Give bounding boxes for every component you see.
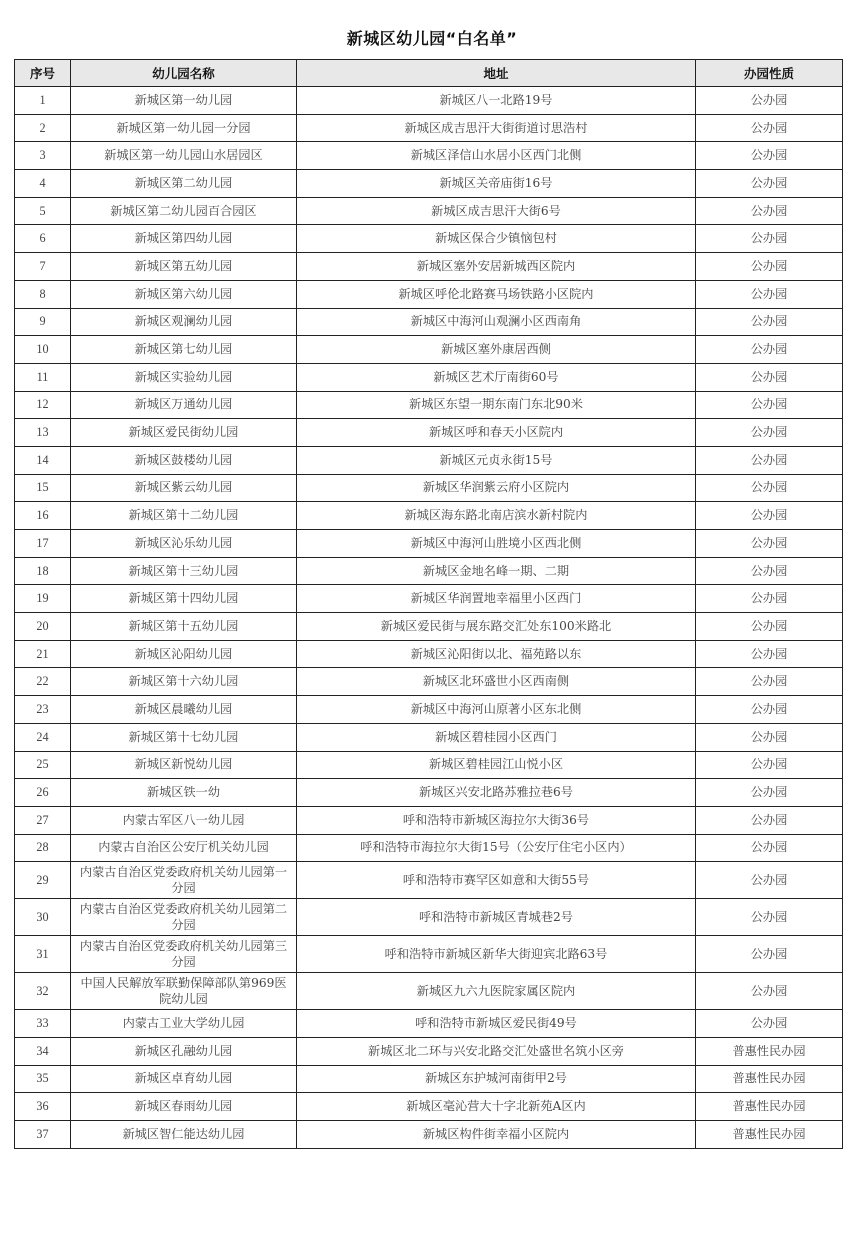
kindergarten-address: 新城区中海河山原著小区东北侧 (297, 696, 696, 724)
kindergarten-address: 新城区中海河山胜境小区西北侧 (297, 530, 696, 558)
row-index: 34 (15, 1037, 71, 1065)
kindergarten-type: 公办园 (696, 308, 843, 336)
kindergarten-address: 新城区呼和春天小区院内 (297, 419, 696, 447)
kindergarten-address: 新城区华润置地幸福里小区西门 (297, 585, 696, 613)
kindergarten-type: 普惠性民办园 (696, 1037, 843, 1065)
kindergarten-type: 公办园 (696, 336, 843, 364)
kindergarten-address: 新城区沁阳街以北、福苑路以东 (297, 640, 696, 668)
row-index: 11 (15, 363, 71, 391)
row-index: 5 (15, 197, 71, 225)
row-index: 28 (15, 834, 71, 862)
row-index: 27 (15, 806, 71, 834)
table-row (15, 336, 843, 364)
table-row (15, 834, 843, 862)
kindergarten-type: 公办园 (696, 973, 843, 1010)
row-index: 31 (15, 936, 71, 973)
kindergarten-type: 公办园 (696, 668, 843, 696)
kindergarten-address: 新城区塞外康居西侧 (297, 336, 696, 364)
kindergarten-type: 公办园 (696, 640, 843, 668)
kindergarten-type: 公办园 (696, 114, 843, 142)
kindergarten-type: 公办园 (696, 391, 843, 419)
kindergarten-address: 新城区元贞永街15号 (297, 446, 696, 474)
row-index: 23 (15, 696, 71, 724)
kindergarten-name: 新城区铁一幼 (71, 779, 297, 807)
table-row (15, 419, 843, 447)
kindergarten-address: 呼和浩特市新城区爱民街49号 (297, 1010, 696, 1038)
kindergarten-type: 普惠性民办园 (696, 1121, 843, 1149)
kindergarten-name: 新城区第十二幼儿园 (71, 502, 297, 530)
row-index: 13 (15, 419, 71, 447)
row-index: 3 (15, 142, 71, 170)
row-index: 29 (15, 862, 71, 899)
table-row (15, 585, 843, 613)
table-row (15, 253, 843, 281)
kindergarten-type: 公办园 (696, 696, 843, 724)
kindergarten-name: 内蒙古工业大学幼儿园 (71, 1010, 297, 1038)
row-index: 35 (15, 1065, 71, 1093)
kindergarten-address: 新城区碧桂园江山悦小区 (297, 751, 696, 779)
kindergarten-type: 公办园 (696, 280, 843, 308)
table-row (15, 779, 843, 807)
kindergarten-type: 公办园 (696, 723, 843, 751)
table-row (15, 723, 843, 751)
kindergarten-type: 公办园 (696, 197, 843, 225)
table-row (15, 640, 843, 668)
kindergarten-name: 新城区第一幼儿园 (71, 87, 297, 115)
kindergarten-name: 新城区晨曦幼儿园 (71, 696, 297, 724)
row-index: 21 (15, 640, 71, 668)
kindergarten-name: 新城区沁阳幼儿园 (71, 640, 297, 668)
header-address: 地址 (297, 60, 696, 87)
table-row (15, 806, 843, 834)
kindergarten-name: 新城区紫云幼儿园 (71, 474, 297, 502)
kindergarten-name: 新城区爱民街幼儿园 (71, 419, 297, 447)
row-index: 2 (15, 114, 71, 142)
kindergarten-type: 公办园 (696, 530, 843, 558)
kindergarten-name: 新城区第十三幼儿园 (71, 557, 297, 585)
header-index: 序号 (15, 60, 71, 87)
table-row (15, 899, 843, 936)
row-index: 19 (15, 585, 71, 613)
table-row (15, 114, 843, 142)
header-type: 办园性质 (696, 60, 843, 87)
kindergarten-name: 新城区鼓楼幼儿园 (71, 446, 297, 474)
kindergarten-address: 新城区关帝庙街16号 (297, 170, 696, 198)
row-index: 12 (15, 391, 71, 419)
table-row (15, 1093, 843, 1121)
kindergarten-name: 新城区第二幼儿园百合园区 (71, 197, 297, 225)
kindergarten-type: 公办园 (696, 1010, 843, 1038)
kindergarten-type: 公办园 (696, 253, 843, 281)
table-row (15, 225, 843, 253)
kindergarten-address: 新城区中海河山观澜小区西南角 (297, 308, 696, 336)
kindergarten-type: 公办园 (696, 936, 843, 973)
table-row (15, 936, 843, 973)
kindergarten-name: 新城区第六幼儿园 (71, 280, 297, 308)
kindergarten-address: 新城区九六九医院家属区院内 (297, 973, 696, 1010)
table-row (15, 446, 843, 474)
kindergarten-address: 呼和浩特市海拉尔大街15号（公安厅住宅小区内） (297, 834, 696, 862)
kindergarten-address: 新城区兴安北路苏雅拉巷6号 (297, 779, 696, 807)
kindergarten-type: 公办园 (696, 87, 843, 115)
kindergarten-name: 新城区第一幼儿园山水居园区 (71, 142, 297, 170)
kindergarten-name: 新城区第十四幼儿园 (71, 585, 297, 613)
table-row (15, 1037, 843, 1065)
table-row (15, 280, 843, 308)
row-index: 9 (15, 308, 71, 336)
table-row (15, 197, 843, 225)
row-index: 26 (15, 779, 71, 807)
kindergarten-name: 新城区第十七幼儿园 (71, 723, 297, 751)
kindergarten-type: 公办园 (696, 419, 843, 447)
header-name: 幼儿园名称 (71, 60, 297, 87)
kindergarten-address: 新城区毫沁营大十字北新苑A区内 (297, 1093, 696, 1121)
kindergarten-address: 新城区华润紫云府小区院内 (297, 474, 696, 502)
table-row (15, 1065, 843, 1093)
kindergarten-name: 新城区沁乐幼儿园 (71, 530, 297, 558)
kindergarten-name: 内蒙古自治区公安厅机关幼儿园 (71, 834, 297, 862)
row-index: 7 (15, 253, 71, 281)
kindergarten-address: 新城区塞外安居新城西区院内 (297, 253, 696, 281)
row-index: 37 (15, 1121, 71, 1149)
row-index: 8 (15, 280, 71, 308)
table-row (15, 170, 843, 198)
kindergarten-address: 呼和浩特市新城区新华大街迎宾北路63号 (297, 936, 696, 973)
kindergarten-address: 新城区呼伦北路赛马场铁路小区院内 (297, 280, 696, 308)
kindergarten-name: 内蒙古自治区党委政府机关幼儿园第三分园 (71, 936, 297, 973)
kindergarten-type: 公办园 (696, 779, 843, 807)
kindergarten-address: 新城区泽信山水居小区西门北侧 (297, 142, 696, 170)
table-row (15, 474, 843, 502)
kindergarten-address: 新城区东护城河南街甲2号 (297, 1065, 696, 1093)
kindergarten-type: 公办园 (696, 474, 843, 502)
kindergarten-name: 新城区孔融幼儿园 (71, 1037, 297, 1065)
table-row (15, 530, 843, 558)
table-row (15, 557, 843, 585)
kindergarten-name: 新城区智仁能达幼儿园 (71, 1121, 297, 1149)
kindergarten-type: 公办园 (696, 557, 843, 585)
kindergarten-name: 内蒙古自治区党委政府机关幼儿园第一分园 (71, 862, 297, 899)
kindergarten-name: 新城区第五幼儿园 (71, 253, 297, 281)
row-index: 4 (15, 170, 71, 198)
row-index: 22 (15, 668, 71, 696)
row-index: 14 (15, 446, 71, 474)
kindergarten-name: 新城区观澜幼儿园 (71, 308, 297, 336)
kindergarten-address: 新城区碧桂园小区西门 (297, 723, 696, 751)
kindergarten-type: 公办园 (696, 363, 843, 391)
table-row (15, 87, 843, 115)
row-index: 1 (15, 87, 71, 115)
table-row (15, 142, 843, 170)
table-row (15, 696, 843, 724)
table-row (15, 862, 843, 899)
kindergarten-address: 新城区爱民街与展东路交汇处东100米路北 (297, 613, 696, 641)
kindergarten-name: 新城区第十五幼儿园 (71, 613, 297, 641)
kindergarten-address: 新城区八一北路19号 (297, 87, 696, 115)
document-title: 新城区幼儿园“白名单” (346, 29, 518, 48)
kindergarten-address: 新城区东望一期东南门东北90米 (297, 391, 696, 419)
table-row (15, 1121, 843, 1149)
table-body (15, 87, 843, 1149)
kindergarten-name: 内蒙古军区八一幼儿园 (71, 806, 297, 834)
kindergarten-address: 新城区金地名峰一期、二期 (297, 557, 696, 585)
table-row (15, 668, 843, 696)
kindergarten-address: 新城区保合少镇恼包村 (297, 225, 696, 253)
kindergarten-address: 呼和浩特市赛罕区如意和大街55号 (297, 862, 696, 899)
kindergarten-address: 新城区海东路北南店滨水新村院内 (297, 502, 696, 530)
row-index: 32 (15, 973, 71, 1010)
row-index: 36 (15, 1093, 71, 1121)
kindergarten-address: 新城区成吉思汗大街6号 (297, 197, 696, 225)
kindergarten-address: 呼和浩特市新城区青城巷2号 (297, 899, 696, 936)
row-index: 20 (15, 613, 71, 641)
kindergarten-name: 新城区第二幼儿园 (71, 170, 297, 198)
kindergarten-address: 呼和浩特市新城区海拉尔大街36号 (297, 806, 696, 834)
kindergarten-type: 公办园 (696, 170, 843, 198)
row-index: 30 (15, 899, 71, 936)
kindergarten-name: 新城区春雨幼儿园 (71, 1093, 297, 1121)
kindergarten-type: 公办园 (696, 142, 843, 170)
kindergarten-address: 新城区北环盛世小区西南侧 (297, 668, 696, 696)
kindergarten-address: 新城区艺术厅南街60号 (297, 363, 696, 391)
kindergarten-name: 新城区第一幼儿园一分园 (71, 114, 297, 142)
kindergarten-type: 公办园 (696, 899, 843, 936)
kindergarten-name: 新城区第十六幼儿园 (71, 668, 297, 696)
row-index: 24 (15, 723, 71, 751)
kindergarten-whitelist-table (14, 59, 843, 1149)
table-row (15, 751, 843, 779)
row-index: 16 (15, 502, 71, 530)
row-index: 17 (15, 530, 71, 558)
kindergarten-name: 新城区新悦幼儿园 (71, 751, 297, 779)
kindergarten-type: 公办园 (696, 862, 843, 899)
row-index: 10 (15, 336, 71, 364)
kindergarten-name: 新城区第七幼儿园 (71, 336, 297, 364)
kindergarten-name: 新城区卓育幼儿园 (71, 1065, 297, 1093)
table-row (15, 1010, 843, 1038)
table-row (15, 363, 843, 391)
table-row (15, 391, 843, 419)
table-row (15, 308, 843, 336)
table-row (15, 613, 843, 641)
kindergarten-type: 公办园 (696, 225, 843, 253)
kindergarten-type: 普惠性民办园 (696, 1093, 843, 1121)
kindergarten-name: 新城区万通幼儿园 (71, 391, 297, 419)
kindergarten-type: 公办园 (696, 446, 843, 474)
kindergarten-type: 公办园 (696, 585, 843, 613)
kindergarten-address: 新城区成吉思汗大街街道讨思浩村 (297, 114, 696, 142)
table-row (15, 502, 843, 530)
table-header-row (15, 60, 843, 87)
row-index: 25 (15, 751, 71, 779)
kindergarten-address: 新城区北二环与兴安北路交汇处盛世名筑小区旁 (297, 1037, 696, 1065)
kindergarten-type: 公办园 (696, 502, 843, 530)
kindergarten-type: 普惠性民办园 (696, 1065, 843, 1093)
row-index: 6 (15, 225, 71, 253)
kindergarten-address: 新城区构件街幸福小区院内 (297, 1121, 696, 1149)
kindergarten-name: 中国人民解放军联勤保障部队第969医院幼儿园 (71, 973, 297, 1010)
row-index: 15 (15, 474, 71, 502)
row-index: 18 (15, 557, 71, 585)
table-row (15, 973, 843, 1010)
kindergarten-name: 新城区第四幼儿园 (71, 225, 297, 253)
kindergarten-type: 公办园 (696, 613, 843, 641)
kindergarten-name: 内蒙古自治区党委政府机关幼儿园第二分园 (71, 899, 297, 936)
kindergarten-type: 公办园 (696, 834, 843, 862)
row-index: 33 (15, 1010, 71, 1038)
kindergarten-type: 公办园 (696, 751, 843, 779)
kindergarten-type: 公办园 (696, 806, 843, 834)
kindergarten-name: 新城区实验幼儿园 (71, 363, 297, 391)
